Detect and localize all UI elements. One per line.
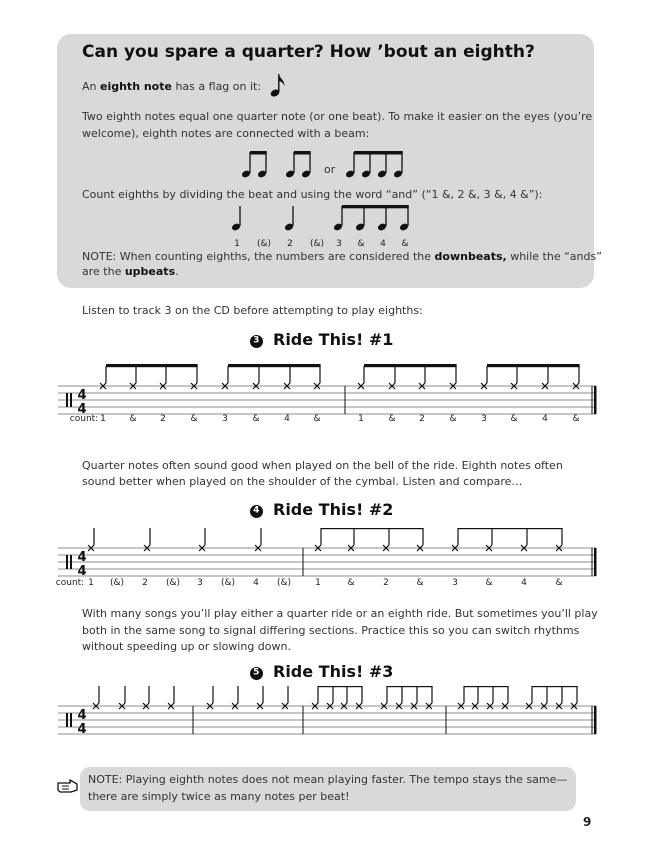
- final-barline: [594, 548, 597, 576]
- count-label: 1: [315, 578, 321, 588]
- count-label: 4: [380, 239, 386, 249]
- count-label: 1: [88, 578, 94, 588]
- box-title: Can you spare a quarter? How ’bout an eighth?: [82, 42, 535, 62]
- count-label: &: [313, 414, 321, 424]
- count-label: 4: [521, 578, 527, 588]
- time-signature-bottom: 4: [77, 722, 87, 737]
- beam: [294, 151, 311, 155]
- para-quarter-l1: Quarter notes often sound good when played on the bell of the ride. Eighth notes often: [82, 459, 563, 472]
- count-label: (&): [276, 578, 292, 588]
- count-label: &: [449, 414, 457, 424]
- ride-staff-1: [0, 360, 648, 430]
- beam: [318, 686, 363, 687]
- ride-staff-2: [0, 528, 648, 594]
- para-two-eighths-l1: Two eighth notes equal one quarter note (or one beat). To make it easier on the eyes (you’re: [82, 110, 593, 123]
- time-signature-top: 4: [77, 550, 87, 565]
- beam: [250, 151, 267, 155]
- time-signature-bottom: 4: [77, 402, 87, 417]
- beam: [354, 151, 403, 155]
- time-signature-top: 4: [77, 388, 87, 403]
- count-label: (&): [165, 578, 181, 588]
- count-label: &: [485, 578, 493, 588]
- count-label: 2: [419, 414, 425, 424]
- count-label: &: [572, 414, 580, 424]
- beam: [458, 528, 563, 529]
- count-label: &: [388, 414, 396, 424]
- count-label: &: [347, 578, 355, 588]
- percussion-clef: [70, 393, 72, 407]
- note-downbeats-l1: NOTE: When counting eighths, the numbers are considered the downbeats, while the “ands”: [82, 250, 602, 263]
- count-label: &: [190, 414, 198, 424]
- time-signature-top: 4: [77, 708, 87, 723]
- count-label: &: [129, 414, 137, 424]
- final-barline: [594, 706, 597, 734]
- eighth-note-flag-icon: [268, 70, 288, 100]
- track-4-badge: 4: [247, 502, 265, 520]
- listen-text: Listen to track 3 on the CD before attempting to play eighths:: [82, 304, 423, 317]
- beam: [228, 364, 321, 367]
- beam: [364, 364, 457, 367]
- count-label: count:: [55, 578, 85, 588]
- count-label: &: [357, 239, 365, 249]
- count-label: 3: [452, 578, 458, 588]
- count-label: 3: [481, 414, 487, 424]
- tip-line-2: there are simply twice as many notes per beat!: [88, 790, 350, 803]
- percussion-clef: [70, 713, 72, 727]
- beam: [321, 528, 424, 529]
- ride-title-2: 4 Ride This! #2: [250, 500, 393, 519]
- para-two-eighths-l2: welcome), eighth notes are connected with a beam:: [82, 127, 370, 140]
- count-label: 1: [100, 414, 106, 424]
- count-label: &: [555, 578, 563, 588]
- para-count-eighths: Count eighths by dividing the beat and using the word “and” (“1 &, 2 &, 3 &, 4 &”):: [82, 188, 543, 201]
- beam: [106, 364, 198, 367]
- percussion-clef: [66, 555, 68, 569]
- page-number: 9: [583, 815, 592, 829]
- ride-title-1: 3 Ride This! #1: [250, 330, 393, 349]
- percussion-clef: [70, 555, 72, 569]
- count-label: 3: [222, 414, 228, 424]
- counting-example: [226, 202, 426, 250]
- count-label: 4: [253, 578, 259, 588]
- count-label: 4: [284, 414, 290, 424]
- beam: [487, 364, 580, 367]
- count-label: &: [510, 414, 518, 424]
- count-label: (&): [256, 239, 272, 249]
- note-downbeats-l2: are the upbeats.: [82, 265, 179, 278]
- count-label: (&): [220, 578, 236, 588]
- beam: [342, 205, 409, 208]
- eighth-note-definition: An eighth note has a flag on it:: [82, 80, 262, 93]
- count-label: 2: [160, 414, 166, 424]
- count-label: 2: [142, 578, 148, 588]
- final-barline: [594, 386, 597, 414]
- count-label: &: [401, 239, 409, 249]
- count-label: 1: [358, 414, 364, 424]
- count-label: 4: [542, 414, 548, 424]
- tip-box: [80, 767, 576, 811]
- or-label: or: [324, 163, 336, 176]
- para-quarter-l2: sound better when played on the shoulder of the cymbal. Listen and compare…: [82, 475, 523, 488]
- time-signature-bottom: 4: [77, 564, 87, 579]
- count-label: (&): [109, 578, 125, 588]
- count-label: &: [252, 414, 260, 424]
- beam: [464, 686, 509, 687]
- count-label: 3: [197, 578, 203, 588]
- beam: [532, 686, 578, 687]
- track-3-badge: 3: [247, 332, 265, 350]
- count-label: &: [416, 578, 424, 588]
- tip-line-1: NOTE: Playing eighth notes does not mean playing faster. The tempo stays the same—: [88, 773, 568, 786]
- ride-staff-3: [0, 686, 648, 738]
- ride-title-3: 5 Ride This! #3: [250, 662, 393, 681]
- percussion-clef: [66, 393, 68, 407]
- para-songs-l2: both in the same song to signal differing sections. Practice this so you can switch rhythms: [82, 624, 580, 637]
- para-songs-l3: without speeding up or slowing down.: [82, 640, 291, 653]
- percussion-clef: [66, 713, 68, 727]
- para-songs-l1: With many songs you’ll play either a quarter ride or an eighth ride. But sometimes you’ll play: [82, 607, 598, 620]
- count-label: 3: [336, 239, 342, 249]
- count-label: 1: [234, 239, 240, 249]
- count-label: 2: [287, 239, 293, 249]
- tip-text: [88, 771, 567, 805]
- count-label: 2: [383, 578, 389, 588]
- track-5-badge: 5: [247, 664, 265, 682]
- beam: [387, 686, 433, 687]
- count-label: (&): [309, 239, 325, 249]
- pointing-hand-icon: [57, 778, 79, 794]
- count-label: count:: [69, 414, 99, 424]
